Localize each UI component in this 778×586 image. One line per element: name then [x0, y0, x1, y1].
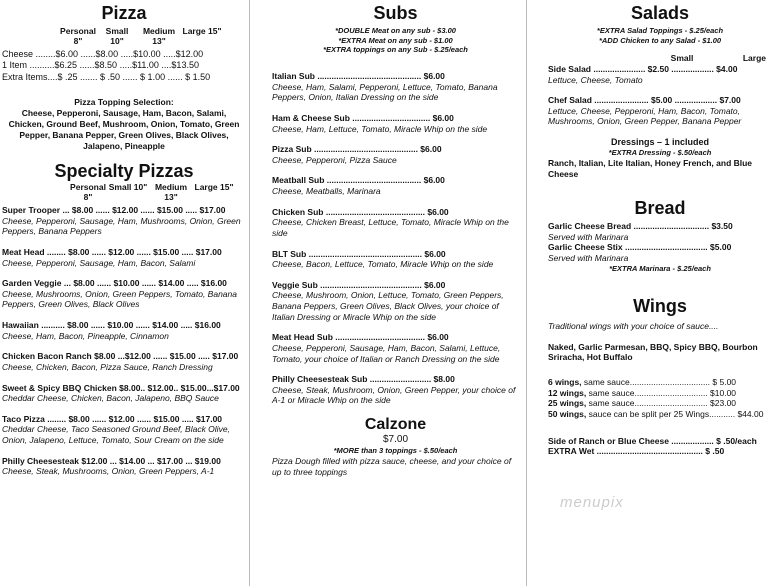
- size-header: Small: [670, 53, 694, 64]
- wings-sauces: Naked, Garlic Parmesan, BBQ, Spicy BBQ, Bourbon Sriracha, Hot Buffalo: [548, 341, 758, 363]
- note-line: *EXTRA Meat on any sub - $1.00: [338, 35, 453, 45]
- item-desc: Cheese, Pepperoni, Pizza Sauce: [272, 154, 397, 165]
- wing-count: 6 wings,: [548, 377, 582, 388]
- item-name: Chicken Sub .......................................... $6.00: [272, 206, 449, 217]
- specialty-list: [2, 205, 246, 477]
- price-row: 1 Item ..........$6.25 ......$8.50 .....$11.00 ....$13.50: [2, 60, 199, 71]
- bread-list: [548, 221, 772, 264]
- pizza-title: Pizza: [101, 3, 147, 23]
- wings-intro: Traditional wings with your choice of sauce....: [548, 321, 719, 332]
- menu-item: [2, 414, 246, 446]
- bread-title: Bread: [634, 198, 686, 219]
- dressings-list: Ranch, Italian, Lite Italian, Honey French, and Blue Cheese: [548, 158, 753, 179]
- wing-price-row: [548, 409, 772, 420]
- wing-price: sauce can be split per 25 Wings........... $44.00: [586, 408, 764, 419]
- item-desc: Cheddar Cheese, Chicken, Bacon, Jalapeno, BBQ Sauce: [2, 393, 219, 404]
- menu-item: [2, 247, 246, 268]
- note-line: *DOUBLE Meat on any sub - $3.00: [335, 25, 456, 35]
- menu-item: [272, 175, 519, 196]
- item-desc: Cheese, Steak, Mushrooms, Onion, Green Peppers, A-1: [2, 466, 215, 477]
- wing-price: same sauce............................... $10.00: [586, 387, 737, 398]
- calzone-title: Calzone: [364, 416, 427, 434]
- wing-count: 25 wings,: [548, 398, 587, 409]
- subs-list: [272, 71, 519, 406]
- pizza-price-table: [2, 49, 246, 83]
- item-name: Chef Salad ....................... $5.00 .................. $7.00: [548, 95, 741, 106]
- menu-item: [548, 221, 772, 242]
- item-name: Ham & Cheese Sub ................................. $6.00: [272, 112, 454, 123]
- item-name: Garlic Cheese Bread ................................ $3.50: [548, 221, 733, 232]
- item-name: Meat Head Sub ...................................... $6.00: [272, 332, 449, 343]
- size-header: Small 10": [105, 25, 129, 47]
- wings-title: Wings: [633, 296, 687, 317]
- calzone-note: *MORE than 3 toppings - $.50/each: [333, 446, 458, 456]
- salad-size-headers: [548, 53, 772, 64]
- item-name: Meatball Sub ........................................ $6.00: [272, 175, 445, 186]
- bread-note: *EXTRA Marinara - $.25/each: [609, 263, 711, 273]
- item-desc: Lettuce, Cheese, Pepperoni, Ham, Bacon, Tomato, Mushrooms, Onion, Green Pepper, Banana Pepper: [548, 105, 742, 127]
- wing-count: 12 wings,: [548, 387, 587, 398]
- item-name: Meat Head ........ $8.00 ...... $12.00 ...... $15.00 ..... $17.00: [2, 246, 222, 257]
- menu-item: [2, 351, 246, 372]
- price-row: Extra Items....$ .25 ....... $ .50 ...... $ 1.00 ...... $ 1.50: [2, 71, 211, 82]
- item-desc: Cheese, Ham, Salami, Pepperoni, Lettuce, Tomato, Banana Peppers, Onion, Italian Dressing on the side: [272, 81, 498, 103]
- menu-item: [272, 144, 519, 165]
- item-name: Super Trooper ... $8.00 ...... $12.00 ...... $15.00 ..... $17.00: [2, 205, 226, 216]
- item-name: Chicken Bacon Ranch $8.00 ...$12.00 ...... $15.00 ..... $17.00: [2, 351, 239, 362]
- wing-count: 50 wings,: [548, 408, 587, 419]
- item-desc: Served with Marinara: [548, 252, 629, 263]
- item-desc: Cheese, Chicken, Bacon, Pizza Sauce, Ranch Dressing: [2, 361, 213, 372]
- subs-notes: [272, 26, 519, 55]
- menu-item: [272, 71, 519, 103]
- note-line: *EXTRA Salad Toppings - $.25/each: [596, 25, 724, 35]
- wing-price-row: [548, 377, 772, 388]
- size-header: Large 15": [194, 181, 234, 192]
- item-name: Veggie Sub ........................................... $6.00: [272, 279, 446, 290]
- calzone-desc: Pizza Dough filled with pizza sauce, cheese, and your choice of up to three toppings: [272, 455, 512, 477]
- size-header: Medium 13": [154, 181, 188, 203]
- menu-item: [272, 332, 519, 364]
- item-desc: Cheese, Steak, Mushroom, Onion, Green Pepper, your choice of A-1 or Miracle Whip on the side: [272, 384, 516, 406]
- item-desc: Lettuce, Cheese, Tomato: [548, 74, 643, 85]
- item-name: BLT Sub ................................................ $6.00: [272, 248, 446, 259]
- item-name: Pizza Sub ............................................ $6.00: [272, 144, 442, 155]
- item-desc: Cheese, Mushrooms, Onion, Green Peppers, Tomato, Banana Peppers, Green Olives, Black Olives: [2, 288, 237, 310]
- dressings-title: Dressings – 1 included: [610, 137, 710, 148]
- item-desc: Cheese, Ham, Lettuce, Tomato, Miracle Whip on the side: [272, 123, 488, 134]
- item-desc: Cheese, Pepperoni, Sausage, Ham, Bacon, Salami, Lettuce, Tomato, your choice of Italian or Ranch Dressing on the side: [272, 342, 501, 364]
- menu-item: [548, 64, 772, 85]
- menu-item: [2, 320, 246, 341]
- menu-item: [272, 280, 519, 323]
- wings-prices: [548, 377, 772, 420]
- item-name: Sweet & Spicy BBQ Chicken $8.00.. $12.00.. $15.00...$17.00: [2, 382, 240, 393]
- size-header: Small 10": [108, 181, 148, 192]
- subs-title: Subs: [373, 3, 418, 23]
- specialty-size-headers: [2, 182, 246, 203]
- watermark-logo: menupix: [560, 494, 624, 511]
- item-name: Side Salad ...................... $2.50 .................. $4.00: [548, 63, 738, 74]
- item-name: Garden Veggie ... $8.00 ...... $10.00 ...... $14.00 ..... $16.00: [2, 278, 227, 289]
- menu-item: [272, 113, 519, 134]
- menu-item: [272, 207, 519, 239]
- extra-line: EXTRA Wet ............................................. $ .50: [548, 446, 725, 457]
- menu-item: [2, 383, 246, 404]
- item-desc: Cheese, Chicken Breast, Lettuce, Tomato, Miracle Whip on the side: [272, 217, 509, 238]
- menu-item: [2, 278, 246, 310]
- item-desc: Cheese, Pepperoni, Sausage, Ham, Bacon, Salami: [2, 257, 196, 268]
- note-line: *EXTRA toppings on any Sub - $.25/each: [323, 45, 468, 55]
- divider-left: [249, 0, 250, 586]
- item-desc: Cheese, Ham, Bacon, Pineapple, Cinnamon: [2, 330, 169, 341]
- calzone-price: $7.00: [382, 433, 409, 445]
- wing-price: same sauce............................... $23.00: [586, 398, 737, 409]
- salads-list: [548, 64, 772, 127]
- size-header: Large 15": [182, 25, 222, 36]
- price-row: Cheese ........$6.00 ......$8.00 .....$10.00 .....$12.00: [2, 49, 204, 60]
- item-name: Hawaiian .......... $8.00 ...... $10.00 ...... $14.00 ..... $16.00: [2, 320, 221, 331]
- item-name: Taco Pizza ........ $8.00 ...... $12.00 ...... $15.00 ..... $17.00: [2, 413, 223, 424]
- item-desc: Cheese, Bacon, Lettuce, Tomato, Miracle Whip on the side: [272, 259, 494, 270]
- size-header: Medium 13": [142, 25, 176, 47]
- item-desc: Cheddar Cheese, Taco Seasoned Ground Beef, Black Olive, Onion, Jalapeno, Lettuce, Tomato, Sour Cream on the side: [2, 424, 230, 446]
- menu-item: [2, 456, 246, 477]
- dressings-note: *EXTRA Dressing - $.50/each: [608, 148, 712, 158]
- item-desc: Cheese, Meatballs, Marinara: [272, 186, 381, 197]
- wing-price-row: [548, 388, 772, 399]
- specialty-title: Specialty Pizzas: [54, 161, 194, 182]
- divider-right: [526, 0, 527, 586]
- note-line: *ADD Chicken to any Salad - $1.00: [598, 35, 722, 45]
- size-header: Large: [742, 53, 766, 64]
- topping-title: Pizza Topping Selection:: [74, 96, 174, 107]
- menu-item: [272, 374, 519, 406]
- wings-extras: [548, 436, 772, 457]
- size-header: Personal 8": [70, 181, 106, 203]
- menu-item: [2, 205, 246, 237]
- item-desc: Cheese, Mushroom, Onion, Lettuce, Tomato, Green Peppers, Banana Peppers, Green Olives, Black Olives, your choice of Italian Dressing or Miracle Whip on the side: [272, 290, 504, 322]
- menu-item: [548, 95, 772, 127]
- topping-list: Cheese, Pepperoni, Sausage, Ham, Bacon, Salami, Chicken, Ground Beef, Mushroom, Onion, Tomato, Green Pepper, Banana Pepper, Green Olives, Black Olives, Jalapeno, Pineapple: [8, 107, 240, 151]
- item-name: Philly Cheesesteak Sub .......................... $8.00: [272, 374, 455, 385]
- item-name: Philly Cheesesteak $12.00 ... $14.00 ... $17.00 ... $19.00: [2, 455, 221, 466]
- salads-title: Salads: [630, 3, 690, 23]
- column-subs: [262, 0, 525, 586]
- item-name: Garlic Cheese Stix ................................... $5.00: [548, 242, 732, 253]
- menu-item: [548, 242, 772, 263]
- salads-notes: [548, 26, 772, 46]
- extra-line: Side of Ranch or Blue Cheese .................. $ .50/each: [548, 435, 757, 446]
- wing-price-row: [548, 398, 772, 409]
- item-desc: Served with Marinara: [548, 231, 629, 242]
- item-desc: Cheese, Pepperoni, Sausage, Ham, Mushrooms, Onion, Green Peppers, Banana Peppers: [2, 215, 241, 237]
- pizza-size-headers: [2, 26, 246, 47]
- column-pizza: [0, 0, 249, 586]
- item-name: Italian Sub ............................................ $6.00: [272, 71, 445, 82]
- menu-item: [272, 249, 519, 270]
- size-header: Personal 8": [60, 25, 96, 47]
- wing-price: same sauce.................................. $ 5.00: [581, 377, 737, 388]
